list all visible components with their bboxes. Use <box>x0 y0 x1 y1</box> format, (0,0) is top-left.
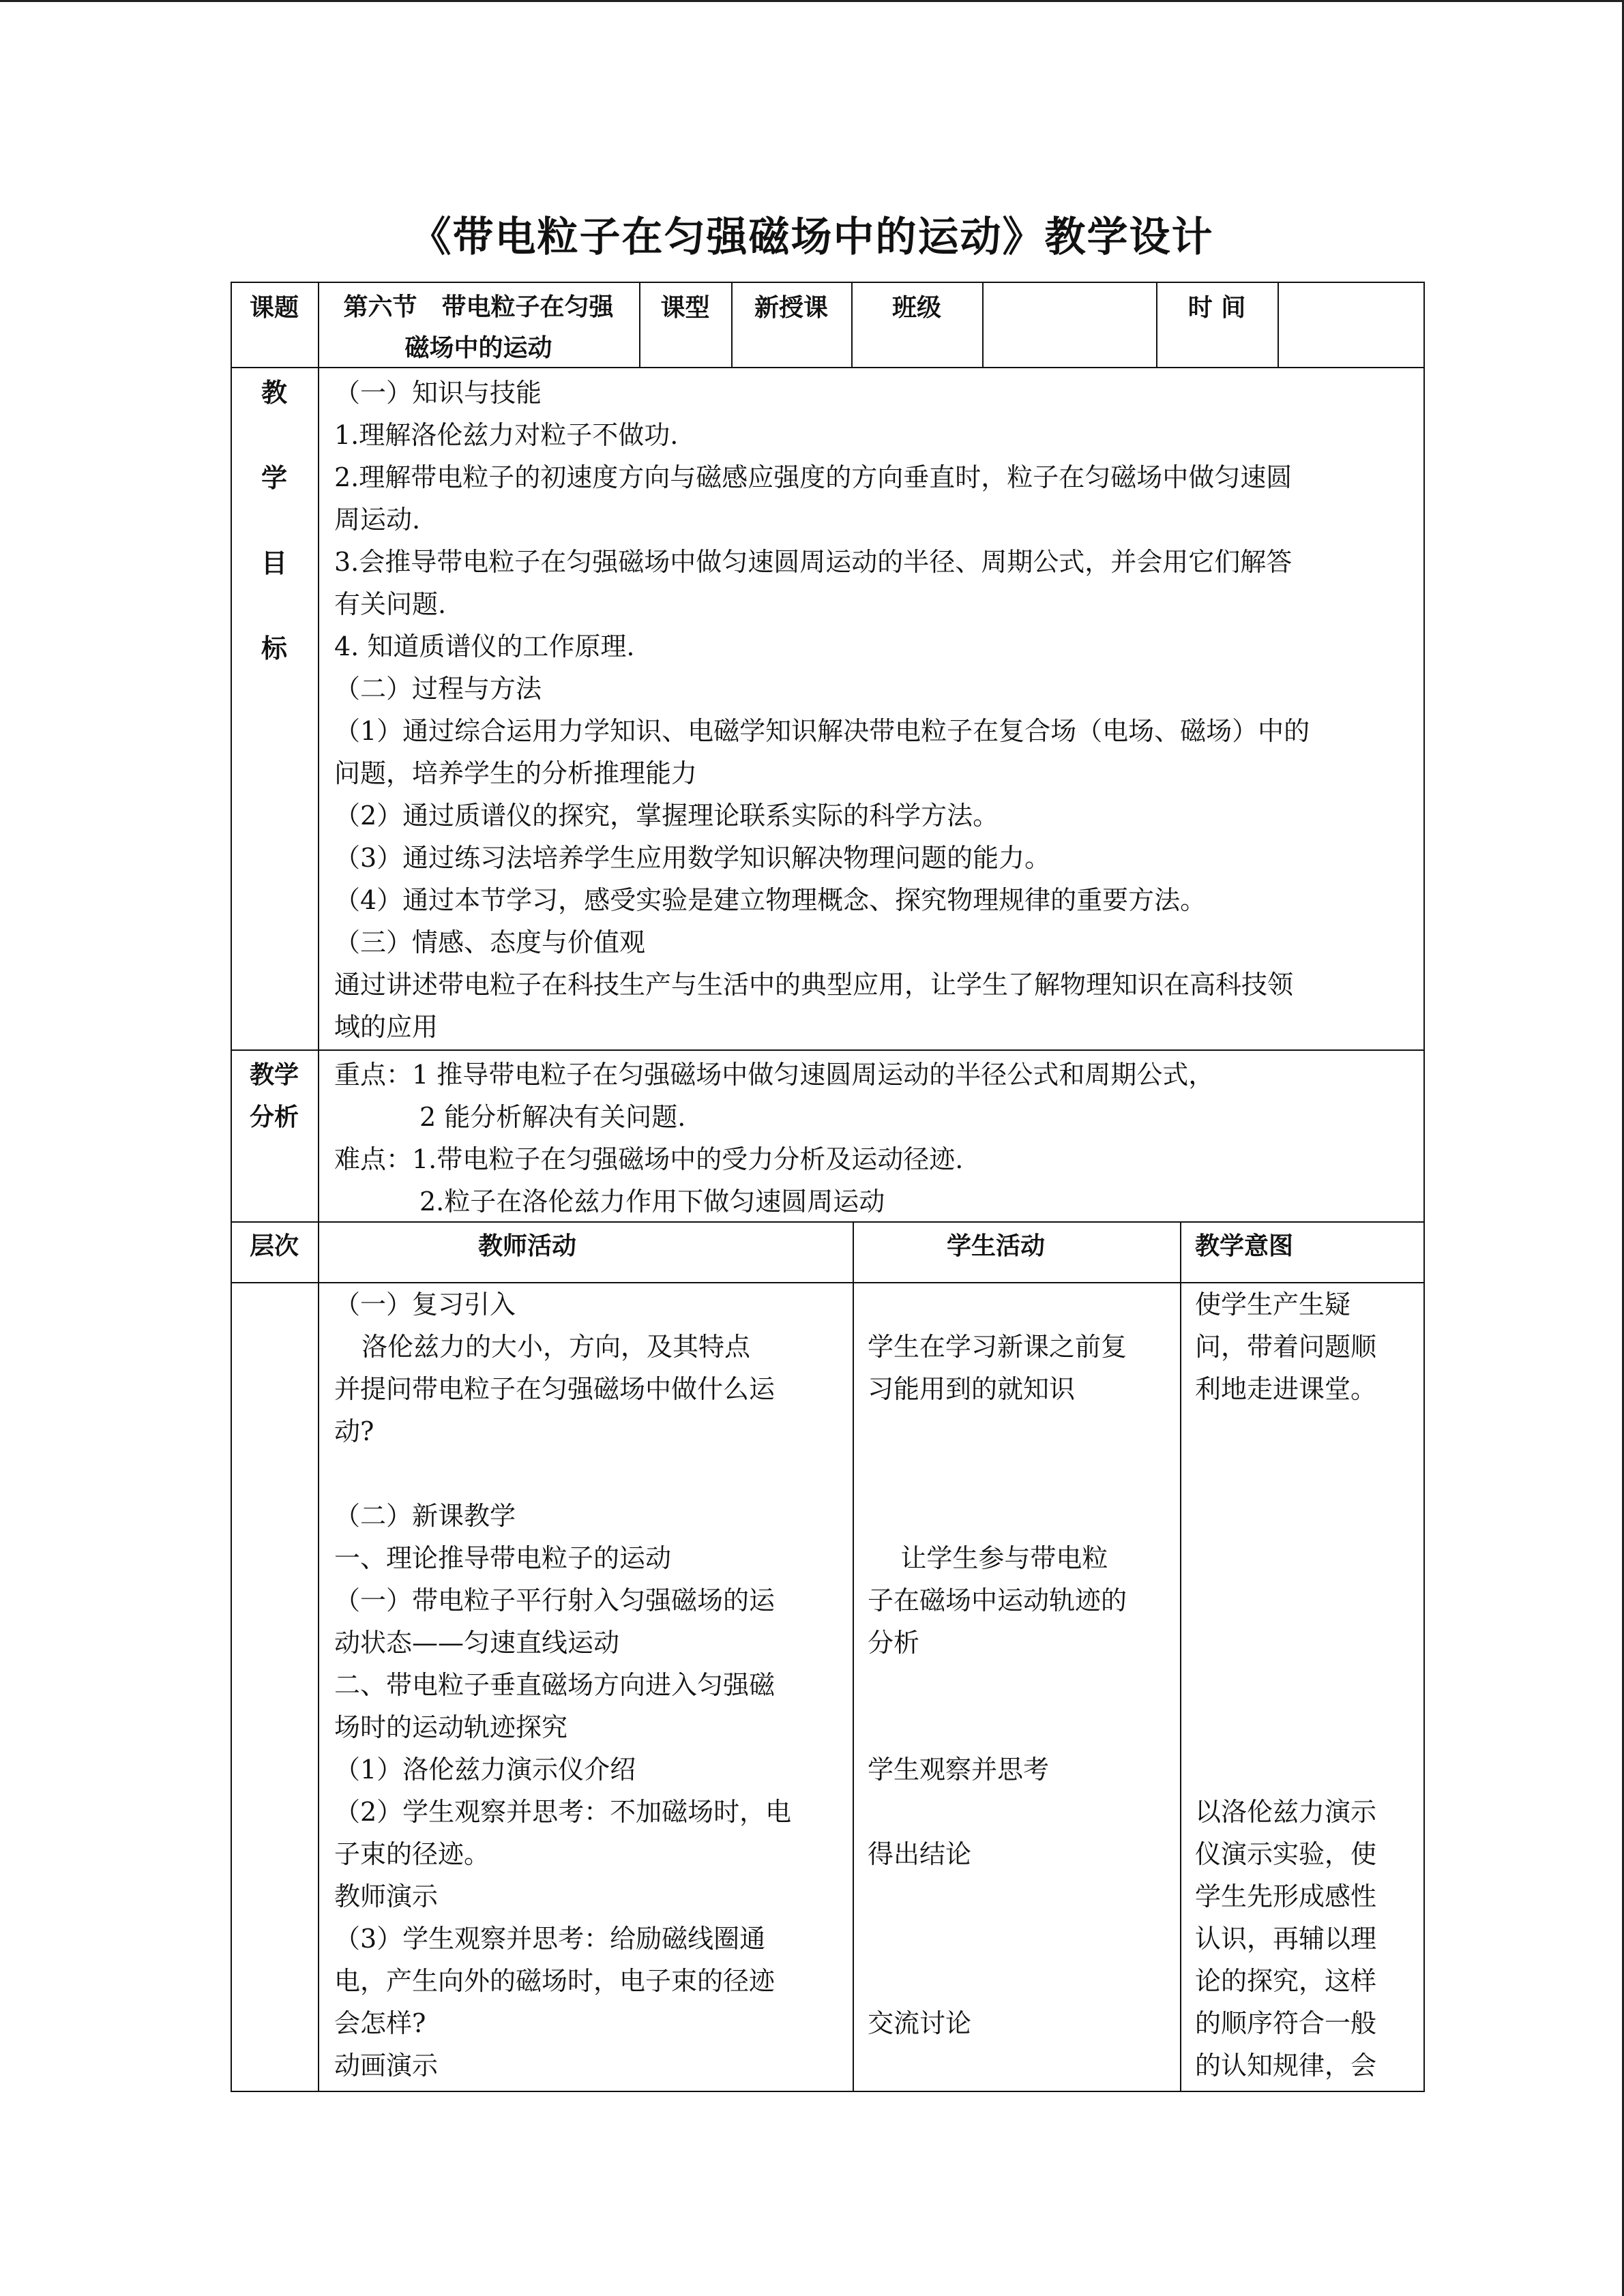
student-line: 习能用到的就知识 <box>868 1374 1076 1404</box>
teacher-line: （3）学生观察并思考：给励磁线圈通 <box>334 1924 766 1954</box>
topic-value-line1: 第六节 带电粒子在匀强 <box>343 293 614 321</box>
intent-line: 认识，再辅以理 <box>1195 1924 1377 1954</box>
student-line: 分析 <box>868 1628 920 1658</box>
analysis-line: 2 能分析解决有关问题. <box>419 1102 686 1132</box>
intent-line <box>1195 1748 1420 1791</box>
objectives-line: （一）知识与技能 <box>334 378 542 408</box>
topic-value <box>318 286 639 368</box>
student-line: 子在磁场中运动轨迹的 <box>868 1585 1127 1615</box>
column-header-student: 学生活动 <box>946 1232 1045 1260</box>
topic-label: 课题 <box>249 293 299 322</box>
student-line <box>868 1283 1175 1326</box>
intent-line: 利地走进课堂。 <box>1195 1374 1377 1404</box>
objectives-label-3: 目 <box>261 548 287 578</box>
intent-line: 的认知规律，会 <box>1195 2051 1377 2081</box>
analysis-label-line2: 分析 <box>249 1103 299 1131</box>
teacher-line <box>334 1452 846 1495</box>
objectives-line: 域的应用 <box>334 1012 439 1042</box>
teacher-line: 并提问带电粒子在匀强磁场中做什么运 <box>334 1374 776 1404</box>
objectives-label-2: 学 <box>261 462 287 493</box>
teacher-line: 子束的径迹。 <box>334 1839 490 1869</box>
intent-line <box>1195 1537 1420 1579</box>
column-header-intent: 教学意图 <box>1195 1232 1294 1260</box>
page-top-border <box>0 0 1624 2</box>
teacher-line: （一）带电粒子平行射入匀强磁场的运 <box>334 1585 776 1615</box>
intent-line <box>1195 1452 1420 1495</box>
intent-line <box>1195 1495 1420 1537</box>
intent-line: 的顺序符合一般 <box>1195 2008 1377 2038</box>
teacher-line: （1）洛伦兹力演示仪介绍 <box>334 1755 636 1785</box>
intent-line <box>1195 1622 1420 1664</box>
class-label: 班级 <box>891 293 941 322</box>
student-line <box>868 1875 1175 1918</box>
objectives-line: 问题，培养学生的分析推理能力 <box>334 758 698 788</box>
objectives-line: 有关问题. <box>334 589 447 619</box>
student-line <box>868 1452 1175 1495</box>
objectives-line: （三）情感、态度与价值观 <box>334 927 646 957</box>
student-line: 交流讨论 <box>868 2008 972 2038</box>
intent-line <box>1195 1579 1420 1622</box>
student-line <box>868 1664 1175 1706</box>
column-header-level: 层次 <box>249 1232 299 1260</box>
objectives-line: 2.理解带电粒子的初速度方向与磁感应强度的方向垂直时，粒子在匀磁场中做匀速圆 <box>334 462 1293 492</box>
analysis-line: 2.粒子在洛伦兹力作用下做匀速圆周运动 <box>419 1187 885 1217</box>
student-line <box>868 1410 1175 1452</box>
teacher-line: 动? <box>334 1416 374 1446</box>
intent-line: 学生先形成感性 <box>1195 1881 1377 1911</box>
intent-line: 仪演示实验，使 <box>1195 1839 1377 1869</box>
objectives-label-4: 标 <box>261 633 287 664</box>
objectives-content <box>334 372 1419 1048</box>
intent-line: 使学生产生疑 <box>1195 1289 1351 1320</box>
analysis-line: 难点：1.带电粒子在匀强磁场中的受力分析及运动径迹. <box>334 1144 964 1174</box>
objectives-line: （4）通过本节学习，感受实验是建立物理概念、探究物理规律的重要方法。 <box>334 885 1207 915</box>
teacher-line: （2）学生观察并思考：不加磁场时，电 <box>334 1797 792 1827</box>
student-line <box>868 1706 1175 1748</box>
student-line: 学生观察并思考 <box>868 1755 1050 1785</box>
teacher-line: 洛伦兹力的大小，方向，及其特点 <box>361 1332 751 1362</box>
student-line <box>868 2044 1175 2087</box>
teacher-line: （一）复习引入 <box>334 1289 516 1320</box>
teacher-line: （二）新课教学 <box>334 1501 516 1531</box>
teacher-line: 教师演示 <box>334 1881 439 1911</box>
analysis-label-line1: 教学 <box>249 1060 299 1089</box>
teacher-line: 动画演示 <box>334 2051 439 2081</box>
intent-line <box>1195 1706 1420 1748</box>
time-label: 时 间 <box>1187 293 1246 322</box>
intent-line: 论的探究，这样 <box>1195 1966 1377 1996</box>
analysis-line: 重点：1 推导带电粒子在匀强磁场中做匀速圆周运动的半径公式和周期公式， <box>334 1060 1215 1090</box>
intent-content <box>1195 1283 1420 2087</box>
intent-line <box>1195 1410 1420 1452</box>
intent-line <box>1195 1664 1420 1706</box>
student-line: 让学生参与带电粒 <box>868 1543 1108 1573</box>
analysis-label <box>231 1054 318 1138</box>
student-activity-content <box>868 1283 1175 2087</box>
objectives-line: （2）通过质谱仪的探究，掌握理论联系实际的科学方法。 <box>334 801 999 831</box>
objectives-line: 3.会推导带电粒子在匀强磁场中做匀速圆周运动的半径、周期公式，并会用它们解答 <box>334 547 1293 577</box>
student-line: 学生在学习新课之前复 <box>868 1332 1127 1362</box>
objectives-line: 1.理解洛伦兹力对粒子不做功. <box>334 420 679 450</box>
teacher-line: 会怎样? <box>334 2008 426 2038</box>
type-value: 新授课 <box>754 293 828 322</box>
objectives-line: （二）过程与方法 <box>334 674 542 704</box>
objectives-line: 周运动. <box>334 505 421 535</box>
student-line <box>868 1791 1175 1833</box>
student-line <box>868 1960 1175 2002</box>
objectives-label-1: 教 <box>261 377 287 408</box>
teacher-line: 一、理论推导带电粒子的运动 <box>334 1543 672 1573</box>
objectives-line: 通过讲述带电粒子在科技生产与生活中的典型应用，让学生了解物理知识在高科技领 <box>334 970 1294 1000</box>
objectives-line: （3）通过练习法培养学生应用数学知识解决物理问题的能力。 <box>334 843 1051 873</box>
analysis-content <box>334 1054 1419 1223</box>
teacher-line: 二、带电粒子垂直磁场方向进入匀强磁 <box>334 1670 776 1700</box>
teacher-activity-content <box>334 1283 846 2087</box>
student-line <box>868 1495 1175 1537</box>
type-label: 课型 <box>660 293 710 322</box>
teacher-line: 动状态——匀速直线运动 <box>334 1628 620 1658</box>
column-header-teacher: 教师活动 <box>477 1232 576 1260</box>
objectives-line: 4. 知道质谱仪的工作原理. <box>334 631 635 661</box>
intent-line: 以洛伦兹力演示 <box>1195 1797 1377 1827</box>
teacher-line: 电，产生向外的磁场时，电子束的径迹 <box>334 1966 776 1996</box>
student-line <box>868 1918 1175 1960</box>
student-line: 得出结论 <box>868 1839 972 1869</box>
topic-value-line2: 磁场中的运动 <box>404 333 552 362</box>
document-title: 《带电粒子在匀强磁场中的运动》教学设计 <box>410 213 1214 261</box>
teacher-line: 场时的运动轨迹探究 <box>334 1712 568 1742</box>
intent-line: 问，带着问题顺 <box>1195 1332 1377 1362</box>
objectives-line: （1）通过综合运用力学知识、电磁学知识解决带电粒子在复合场（电场、磁场）中的 <box>334 716 1310 746</box>
